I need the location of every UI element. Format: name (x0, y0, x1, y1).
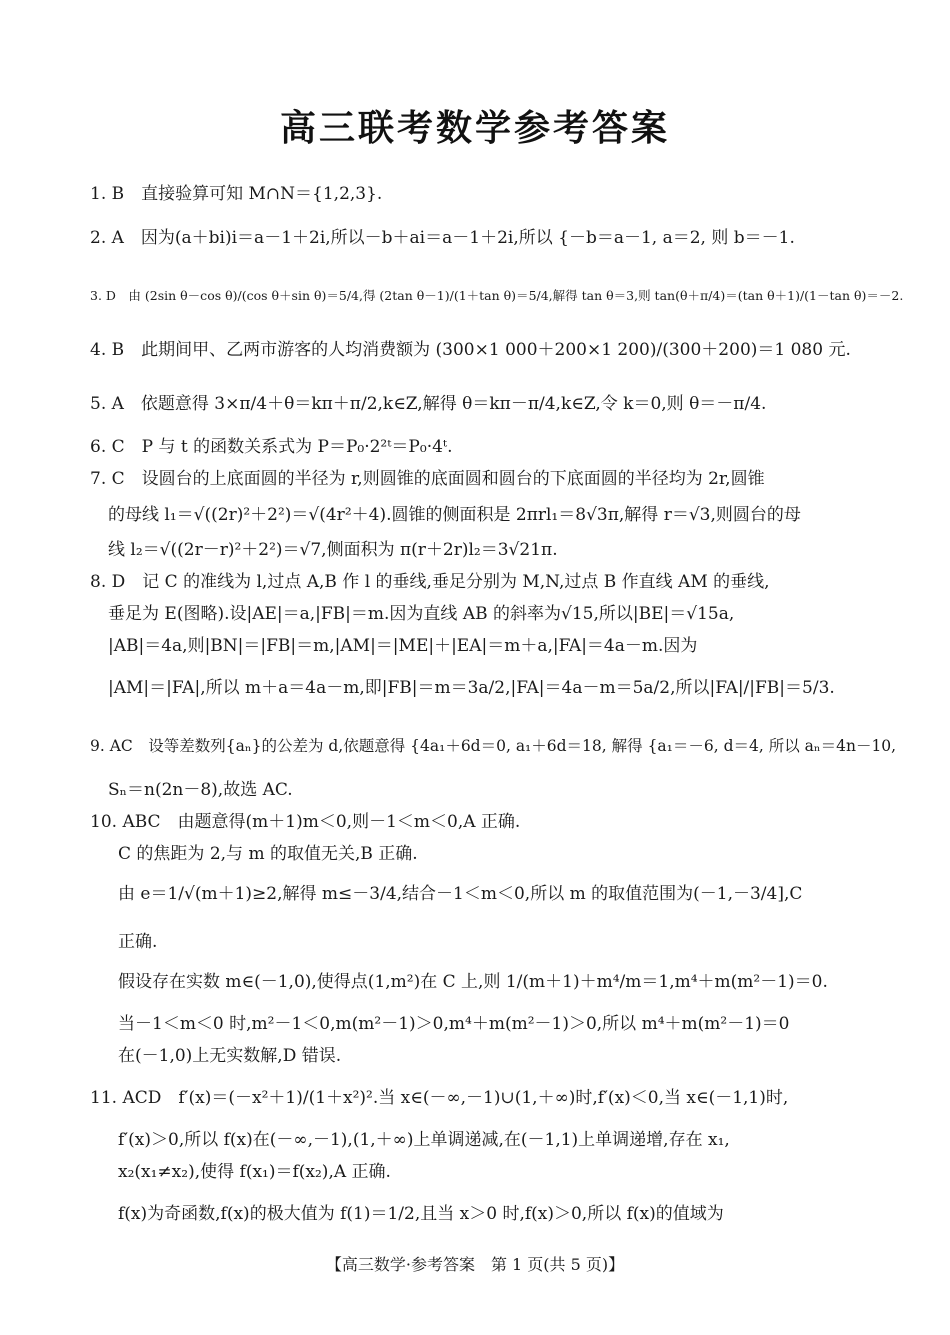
answer-line: 7. C 设圆台的上底面圆的半径为 r,则圆锥的底面圆和圆台的下底面圆的半径均为 2r,圆锥 (90, 469, 765, 489)
answer-line: f(x)为奇函数,f(x)的极大值为 f(1)＝1/2,且当 x＞0 时,f(x)＞0,所以 f(x)的值域为 (118, 1204, 724, 1224)
answer-line: |AB|＝4a,则|BN|＝|FB|＝m,|AM|＝|ME|＋|EA|＝m＋a,|FA|＝4a－m.因为 (108, 636, 698, 656)
answer-line: 9. AC 设等差数列{aₙ}的公差为 d,依题意得 {4a₁＋6d＝0, a₁＋6d＝18, 解得 {a₁＝－6, d＝4, 所以 aₙ＝4n－10, (90, 737, 897, 755)
answer-line: 2. A 因为(a＋bi)i＝a－1＋2i,所以－b＋ai＝a－1＋2i,所以 {－b＝a－1, a＝2, 则 b＝－1. (90, 228, 795, 248)
answer-line: 8. D 记 C 的准线为 l,过点 A,B 作 l 的垂线,垂足分别为 M,N,过点 B 作直线 AM 的垂线, (90, 572, 770, 592)
answer-line: 11. ACD f′(x)＝(－x²＋1)/(1＋x²)².当 x∈(－∞,－1)∪(1,＋∞)时,f′(x)＜0,当 x∈(－1,1)时, (90, 1088, 789, 1108)
answer-line: 4. B 此期间甲、乙两市游客的人均消费额为 (300×1 000＋200×1 200)/(300＋200)＝1 080 元. (90, 340, 851, 360)
answer-line: 在(－1,0)上无实数解,D 错误. (118, 1046, 342, 1066)
answer-line: 正确. (118, 932, 158, 952)
answer-line: 假设存在实数 m∈(－1,0),使得点(1,m²)在 C 上,则 1/(m＋1)＋m⁴/m＝1,m⁴＋m(m²－1)＝0. (118, 972, 828, 992)
answer-line: 5. A 依题意得 3×π/4＋θ＝kπ＋π/2,k∈Z,解得 θ＝kπ－π/4,k∈Z,令 k＝0,则 θ＝－π/4. (90, 394, 767, 414)
answer-line: |AM|＝|FA|,所以 m＋a＝4a－m,即|FB|＝m＝3a/2,|FA|＝4a－m＝5a/2,所以|FA|/|FB|＝5/3. (108, 678, 835, 698)
answer-line: 线 l₂＝√((2r－r)²＋2²)＝√7,侧面积为 π(r＋2r)l₂＝3√21π. (108, 540, 558, 560)
answer-line: 的母线 l₁＝√((2r)²＋2²)＝√(4r²＋4).圆锥的侧面积是 2πrl₁＝8√3π,解得 r＝√3,则圆台的母 (108, 505, 801, 525)
answer-line: Sₙ＝n(2n－8),故选 AC. (108, 780, 293, 800)
answer-line: C 的焦距为 2,与 m 的取值无关,B 正确. (118, 844, 418, 864)
page-title: 高三联考数学参考答案 (279, 108, 670, 149)
answer-line: 由 e＝1/√(m＋1)≥2,解得 m≤－3/4,结合－1＜m＜0,所以 m 的取值范围为(－1,－3/4],C (118, 884, 803, 904)
answer-line: 10. ABC 由题意得(m＋1)m＜0,则－1＜m＜0,A 正确. (90, 812, 521, 832)
answer-line: 垂足为 E(图略).设|AE|＝a,|FB|＝m.因为直线 AB 的斜率为√15,所以|BE|＝√15a, (108, 604, 735, 624)
answer-line: 1. B 直接验算可知 M∩N＝{1,2,3}. (90, 184, 383, 204)
page-footer: 【高三数学·参考答案 第 1 页(共 5 页)】 (325, 1255, 625, 1274)
answer-line: 6. C P 与 t 的函数关系式为 P＝P₀·2²ᵗ＝P₀·4ᵗ. (90, 437, 453, 457)
answer-line: 当－1＜m＜0 时,m²－1＜0,m(m²－1)＞0,m⁴＋m(m²－1)＞0,所以 m⁴＋m(m²－1)＝0 (118, 1014, 790, 1034)
answer-line: f′(x)＞0,所以 f(x)在(－∞,－1),(1,＋∞)上单调递减,在(－1,1)上单调递增,存在 x₁, (118, 1130, 730, 1150)
answer-line: 3. D 由 (2sin θ－cos θ)/(cos θ＋sin θ)＝5/4,得 (2tan θ－1)/(1＋tan θ)＝5/4,解得 tan θ＝3,则 tan(θ＋π/4)＝(tan θ＋1)/(1－tan θ)＝－2. (90, 288, 904, 303)
answer-line: x₂(x₁≠x₂),使得 f(x₁)＝f(x₂),A 正确. (118, 1162, 391, 1182)
